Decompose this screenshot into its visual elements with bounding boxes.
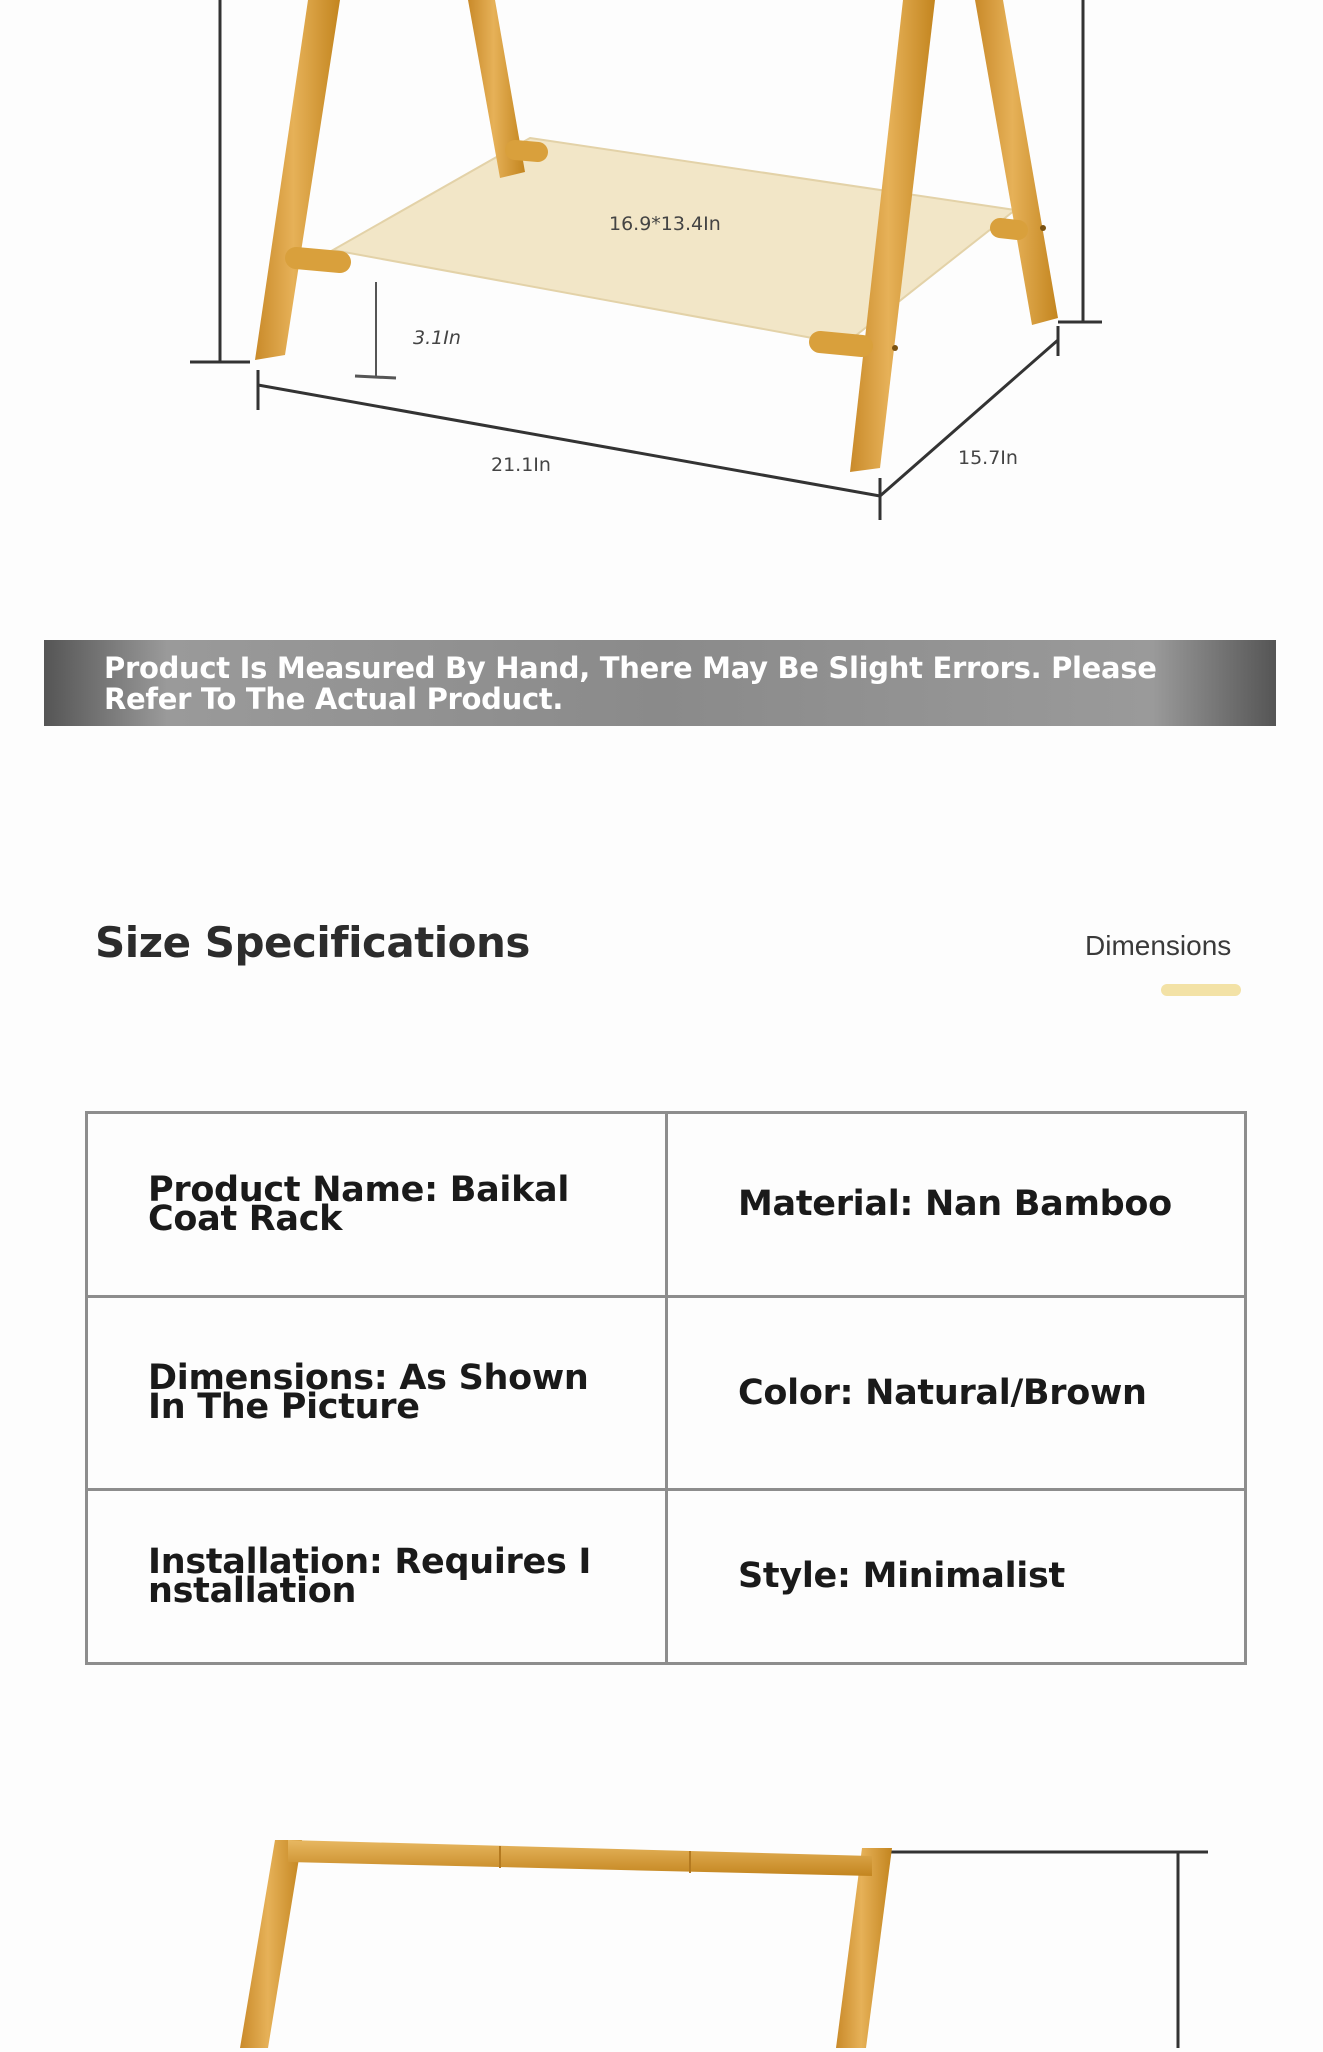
spec-cell-color <box>668 1298 1244 1491</box>
rack-drawing <box>0 0 1323 560</box>
spec-installation: Installation: Requires Installation <box>148 1541 592 1611</box>
spec-cell-product-name <box>88 1114 668 1298</box>
spec-table <box>85 1111 1247 1665</box>
width-label: 21.1In <box>491 454 551 476</box>
spec-product-name: Product Name: Baikal Coat Rack <box>148 1169 570 1239</box>
spec-cell-style <box>668 1491 1244 1662</box>
spec-color: Color: Natural/Brown <box>738 1372 1147 1413</box>
rack-front-drawing <box>0 1800 1323 2048</box>
section-title: Size Specifications <box>95 918 530 967</box>
dimensions-tab-label: Dimensions <box>1085 930 1232 961</box>
rack-front-illustration <box>0 1800 1323 2048</box>
spec-cell-dimensions <box>88 1298 668 1491</box>
foot-height-label: 3.1In <box>413 327 461 349</box>
shelf-size-label: 16.9*13.4In <box>609 213 721 235</box>
spec-cell-installation <box>88 1491 668 1662</box>
tab-underline <box>1161 984 1241 996</box>
depth-label: 15.7In <box>958 447 1018 469</box>
spec-style: Style: Minimalist <box>738 1556 1065 1596</box>
measurement-note-banner <box>44 640 1276 726</box>
spec-cell-material <box>668 1114 1244 1298</box>
spec-dimensions: Dimensions: As Shown In The Picture <box>148 1358 589 1427</box>
measurement-note-text: Product Is Measured By Hand, There May Be Slight Errors. Please Refer To The Actual Product. <box>104 651 1157 716</box>
rack-dimension-illustration <box>0 0 1323 560</box>
spec-material: Material: Nan Bamboo <box>738 1184 1172 1224</box>
